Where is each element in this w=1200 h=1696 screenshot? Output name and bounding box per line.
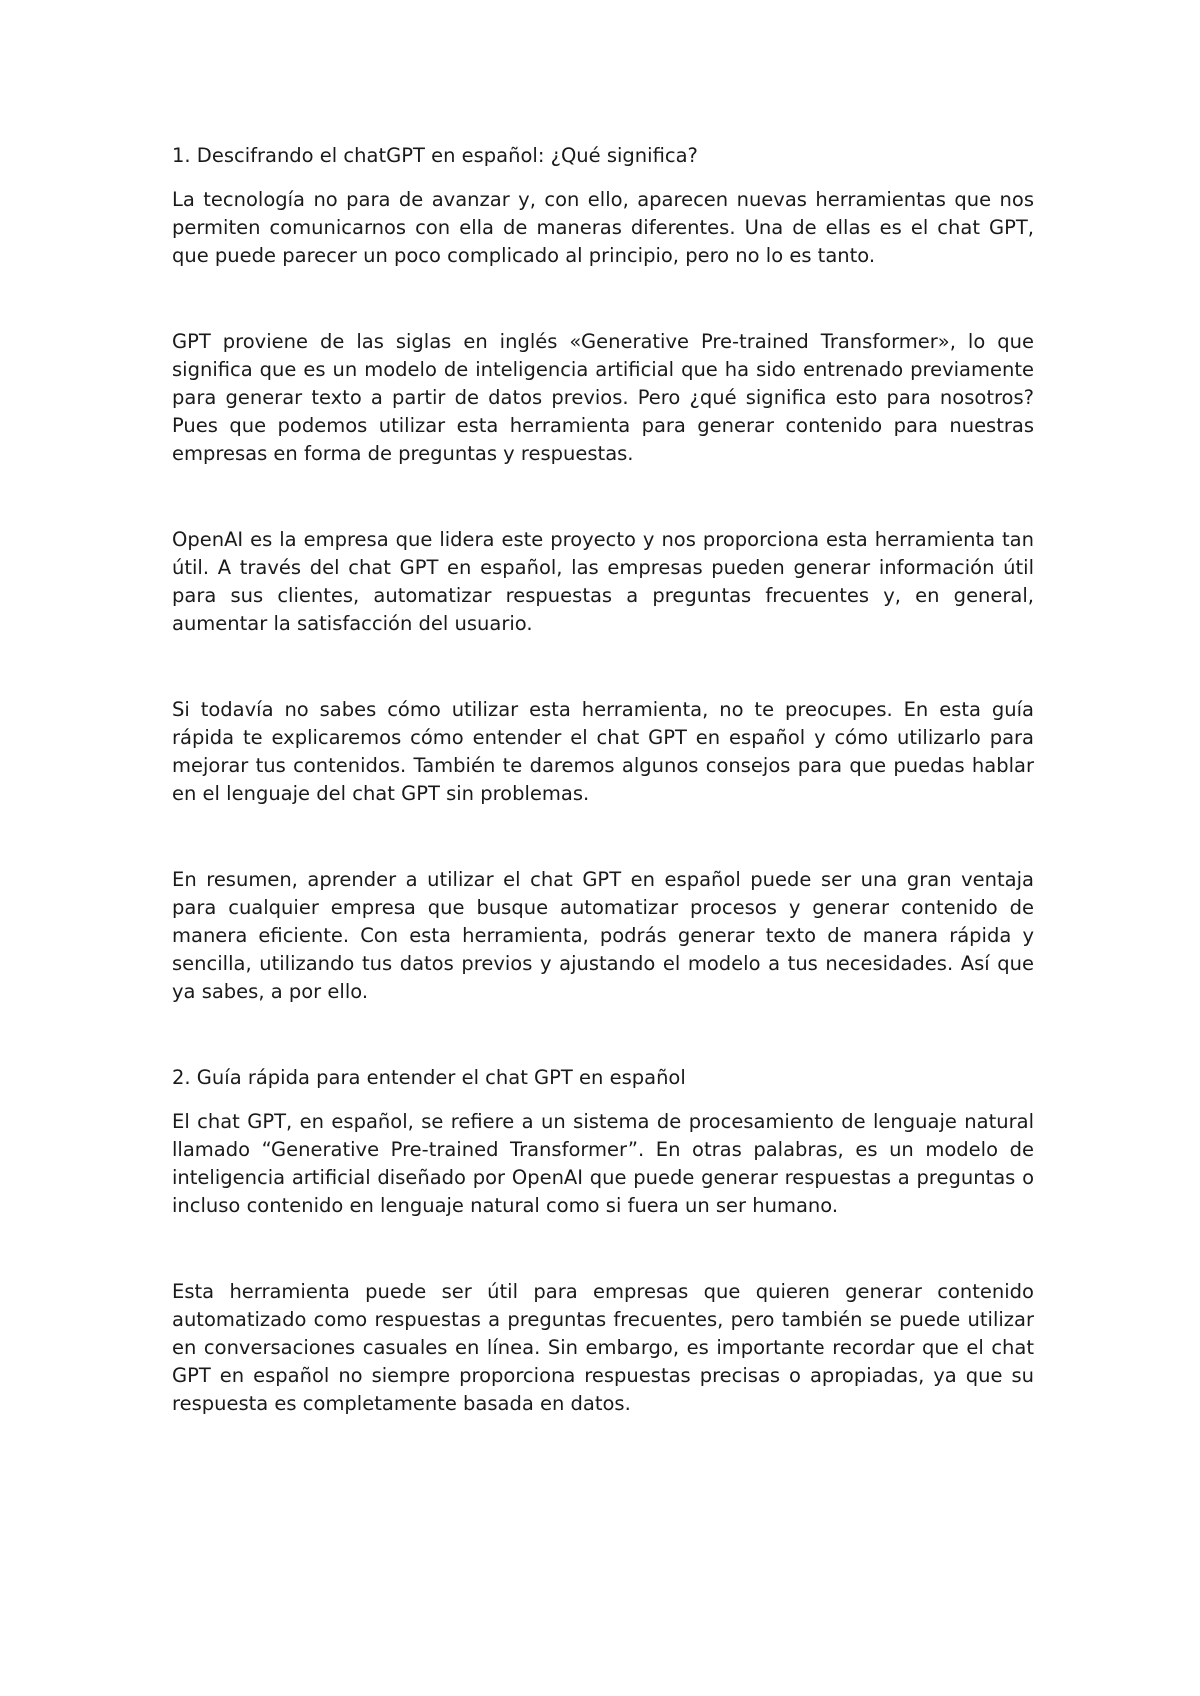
paragraph-spacer (172, 468, 1034, 526)
paragraph: GPT proviene de las siglas en inglés «Generative Pre-trained Transformer», lo que significa que es un modelo de inteligencia artificial que ha sido entrenado previamente para generar texto a partir de datos previos. Pero ¿qué significa esto para nosotros? Pues que podemos utilizar esta herramienta para generar contenido para nuestras empresas en forma de preguntas y respuestas. (172, 330, 1034, 465)
paragraph: La tecnología no para de avanzar y, con ello, aparecen nuevas herramientas que nos permiten comunicarnos con ella de maneras diferentes. Una de ellas es el chat GPT, que puede parecer un poco complicado al principio, pero no lo es tanto. (172, 188, 1034, 267)
paragraph: Esta herramienta puede ser útil para empresas que quieren generar contenido automatizado como respuestas a preguntas frecuentes, pero también se puede utilizar en conversaciones casuales en línea. Sin embargo, es importante recordar que el chat GPT en español no siempre proporciona respuestas precisas o apropiadas, ya que su respuesta es completamente basada en datos. (172, 1280, 1034, 1415)
paragraph-spacer (172, 808, 1034, 866)
section-spacer (172, 1006, 1034, 1064)
paragraph: OpenAI es la empresa que lidera este proyecto y nos proporciona esta herramienta tan útil. A través del chat GPT en español, las empresas pueden generar información útil para sus clientes, automatizar respuestas a preguntas frecuentes y, en general, aumentar la satisfacción del usuario. (172, 528, 1034, 635)
paragraph: En resumen, aprender a utilizar el chat GPT en español puede ser una gran ventaja para cualquier empresa que busque automatizar procesos y generar contenido de manera eficiente. Con esta herramienta, podrás generar texto de manera rápida y sencilla, utilizando tus datos previos y ajustando el modelo a tus necesidades. Así que ya sabes, a por ello. (172, 868, 1034, 1003)
section-2-heading: 2. Guía rápida para entender el chat GPT en español (172, 1066, 686, 1089)
paragraph-spacer (172, 270, 1034, 328)
document-page (172, 142, 1034, 1418)
paragraph-spacer (172, 638, 1034, 696)
paragraph: El chat GPT, en español, se refiere a un sistema de procesamiento de lenguaje natural llamado “Generative Pre-trained Transformer”. En otras palabras, es un modelo de inteligencia artificial diseñado por OpenAI que puede generar respuestas a preguntas o incluso contenido en lenguaje natural como si fuera un ser humano. (172, 1110, 1034, 1217)
section-1-heading: 1. Descifrando el chatGPT en español: ¿Qué significa? (172, 144, 698, 167)
paragraph: Si todavía no sabes cómo utilizar esta herramienta, no te preocupes. En esta guía rápida te explicaremos cómo entender el chat GPT en español y cómo utilizarlo para mejorar tus contenidos. También te daremos algunos consejos para que puedas hablar en el lenguaje del chat GPT sin problemas. (172, 698, 1034, 805)
paragraph-spacer (172, 1220, 1034, 1278)
